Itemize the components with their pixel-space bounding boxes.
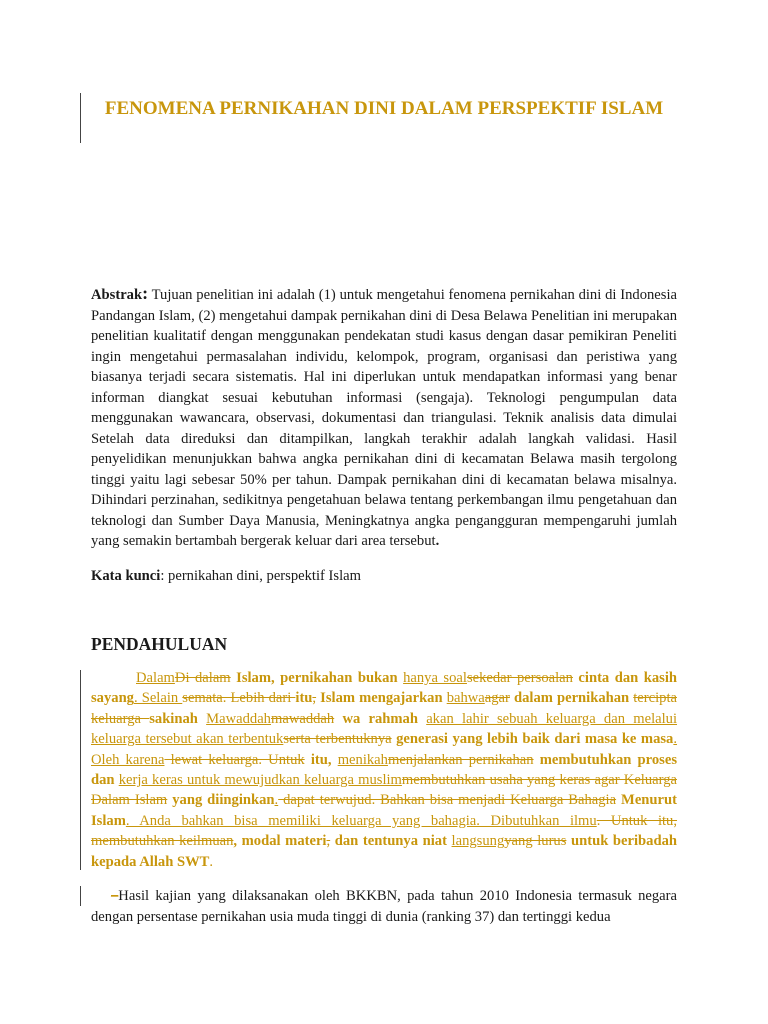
abstract-label: Abstrak	[91, 287, 143, 303]
deleted-text: . Untuk itu, membutuhkan keilmuan	[91, 812, 677, 850]
plain-text: .	[209, 853, 214, 870]
bold-text: itu,	[304, 751, 338, 768]
inserted-text: akan lahir sebuah keluarga dan melalui keluarga tersebut akan terbentuk	[91, 710, 678, 748]
second-paragraph-text: Hasil kajian yang dilaksanakan oleh BKKBN, pada tahun 2010 Indonesia termasuk negara dengan persentase pernikahan usia muda tinggi di dunia (ranking 37) dan tertinggi kedua	[91, 888, 677, 925]
bold-text: membutuhkan proses dan	[91, 751, 678, 789]
inserted-text: Mawaddah	[206, 710, 271, 727]
deleted-text: sekedar persoalan	[466, 670, 573, 686]
inserted-text: .	[274, 792, 279, 809]
deleted-text: ,	[326, 833, 331, 850]
deleted-text: tercipta keluarga	[91, 690, 677, 727]
deleted-text: ,	[312, 690, 317, 707]
keywords-label: Kata kunci	[91, 568, 161, 584]
revision-change-bar	[80, 886, 81, 906]
bold-text: Islam, pernikahan bukan	[230, 670, 404, 686]
deleted-text: yang lurus	[504, 833, 567, 850]
inserted-text: menikah	[337, 751, 388, 768]
abstract-text: Tujuan penelitian ini adalah (1) untuk mengetahui fenomena pernikahan dini di Indonesia Pandangan Islam, (2) mengetahui dampak pernikahan dini di Desa Belawa Penelitian ini merupakan penelitian kualitatif dengan menggunakan pendekatan studi kasus dengan dasar pemikiran Peneliti ingin mengetahui permasalahan individu, kelompok, program, organisasi dan peristiwa yang biasanya terjadi secara sistematis. Hal ini diperlukan untuk mendapatkan informasi yang benar informan diangkat sesuai kebutuhan informasi (sengaja). Teknologi pengumpulan data menggunakan wawancara, observasi, dokumentasi dan triangulasi. Teknik analisis data dimulai Setelah data direduksi dan ditampilkan, langkah terakhir adalah langkah validasi. Hasil penyelidikan menunjukkan bahwa angka pernikahan dini di kecamatan Belawa masih tergolong tinggi yaitu lagi sebesar 50% per tahun. Dampak pernikahan dini di kecamatan belawa misalnya. Dihindari perzinahan, sedikitnya pengetahuan belawa tentang perkembangan ilmu pengetahuan dan teknologi dan Sumber Daya Manusia, Meningkatnya angka pengangguran mempengaruhi jumlah yang semakin bertambah bergerak keluar dari area tersebut	[91, 287, 677, 549]
inserted-text: bahwa	[446, 690, 485, 707]
bold-text: untuk beribadah kepada Allah SWT	[91, 833, 677, 870]
deleted-text: mawaddah	[270, 710, 335, 727]
inserted-text: . Oleh karena	[91, 731, 678, 768]
inserted-text: . Selain	[133, 690, 183, 707]
deleted-text: menjalankan pernikahan	[387, 751, 534, 768]
bold-text: yang diinginkan	[167, 792, 275, 809]
inserted-text: langsung	[451, 833, 505, 850]
deleted-text: agar	[484, 690, 510, 707]
second-paragraph	[91, 886, 677, 927]
deletion-mark: –	[111, 888, 119, 904]
bold-text: itu	[295, 690, 313, 707]
revision-change-bar	[80, 670, 81, 870]
keywords-text: : pernikahan dini, perspektif Islam	[160, 568, 361, 584]
bold-text: wa rahmah	[334, 710, 427, 727]
inserted-text: kerja keras untuk mewujudkan keluarga muslim	[118, 772, 402, 789]
inserted-text: Dalam	[136, 670, 175, 686]
bold-text: generasi yang lebih baik dari masa ke masa	[391, 731, 674, 748]
bold-text: dalam pernikahan	[509, 690, 634, 707]
abstract-end: .	[435, 533, 440, 549]
deleted-text: membutuhkan usaha yang keras agar Keluarga Dalam Islam	[91, 772, 677, 809]
bold-text: dan tentunya niat	[330, 833, 452, 850]
abstract-colon: :	[142, 283, 149, 303]
revision-change-bar	[80, 93, 81, 143]
section-heading: PENDAHULUAN	[91, 634, 228, 654]
deleted-text: Di dalam	[174, 670, 231, 686]
document-title: FENOMENA PERNIKAHAN DINI DALAM PERSPEKTIF ISLAM	[104, 98, 664, 119]
bold-text: sakinah	[149, 710, 207, 727]
inserted-text: . Anda bahkan bisa memiliki keluarga yang bahagia. Dibutuhkan ilmu	[125, 812, 597, 829]
deleted-text: serta terbentuknya	[283, 731, 392, 748]
deleted-text: lewat keluarga. Untuk	[164, 751, 305, 768]
deleted-text: dapat terwujud. Bahkan bisa menjadi Keluarga Bahagia	[278, 792, 617, 809]
bold-text: Islam mengajarkan	[316, 690, 447, 707]
keywords-line	[91, 566, 677, 586]
bold-text: , modal materi	[233, 833, 327, 850]
abstract-paragraph	[91, 283, 677, 552]
bold-text: cinta dan kasih sayang	[91, 670, 678, 707]
inserted-text: hanya soal	[403, 670, 467, 686]
intro-paragraph-tracked-changes	[91, 668, 677, 872]
bold-text: Menurut Islam	[91, 792, 677, 829]
deleted-text: semata. Lebih dari	[182, 690, 296, 707]
